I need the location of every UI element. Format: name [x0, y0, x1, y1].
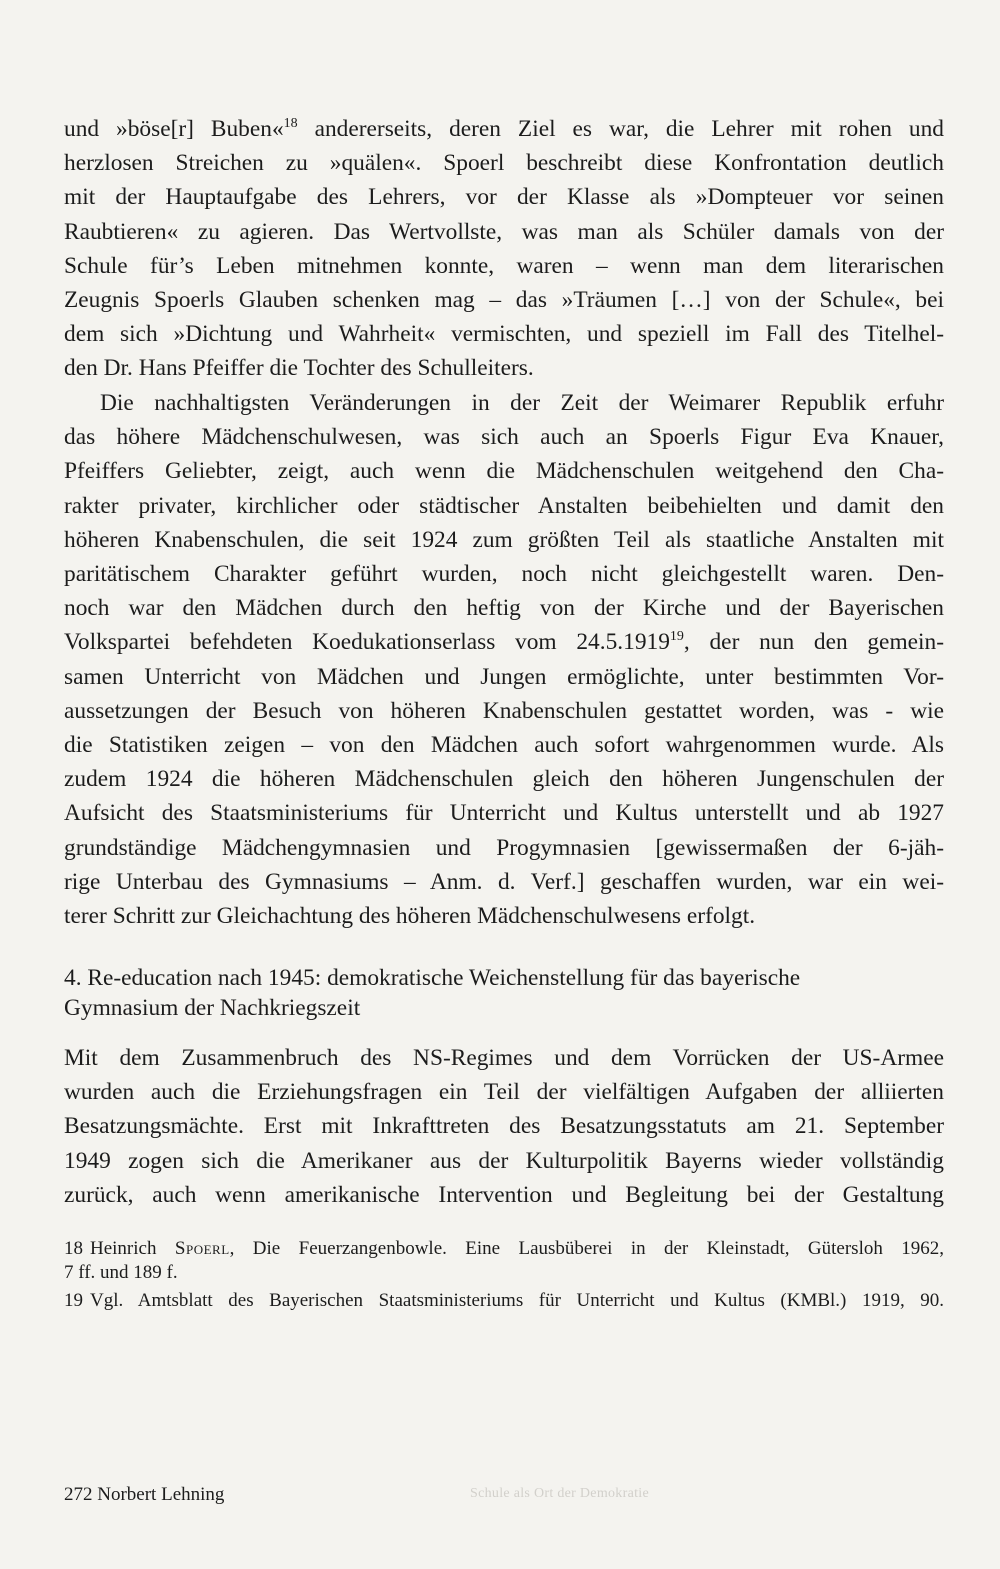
text-line: dem sich »Dichtung und Wahrheit« vermischten, und speziell im Fall des Titelhel-	[64, 321, 944, 348]
text-line: 1949 zogen sich die Amerikaner aus der Kulturpolitik Bayerns wieder vollständig	[64, 1147, 944, 1174]
paragraph-3	[64, 1041, 944, 1212]
page-footer	[64, 1483, 224, 1507]
text-line: höheren Knabenschulen, die seit 1924 zum größten Teil als staatliche Anstalten mit	[64, 526, 944, 553]
text-line: Besatzungsmächte. Erst mit Inkrafttreten des Besatzungsstatuts am 21. September	[64, 1113, 944, 1140]
paragraph-1	[64, 112, 944, 386]
footnote-number: 18	[64, 1238, 83, 1259]
text-line: samen Unterricht von Mädchen und Jungen ermöglichte, unter bestimmten Vor-	[64, 663, 944, 690]
text-line: die Statistiken zeigen – von den Mädchen auch sofort wahrgenommen wurde. Als	[64, 732, 944, 759]
text-line: das höhere Mädchenschulwesen, was sich auch an Spoerls Figur Eva Knauer,	[64, 424, 944, 451]
heading-line: 4. Re-education nach 1945: demokratische Weichenstellung für das bayerische	[64, 965, 801, 991]
footnotes	[64, 1237, 944, 1313]
text-line: aussetzungen der Besuch von höheren Knabenschulen gestattet worden, was - wie	[64, 697, 944, 724]
text-line: zudem 1924 die höheren Mädchenschulen gleich den höheren Jungenschulen der	[64, 766, 944, 793]
text-line: rakter privater, kirchlicher oder städtischer Anstalten beibehielten und damit den	[64, 492, 944, 519]
text-line: grundständige Mädchengymnasien und Progymnasien [gewissermaßen der 6-jäh-	[64, 834, 944, 861]
text-line: zurück, auch wenn amerikanische Intervention und Begleitung bei der Gestaltung	[64, 1181, 944, 1208]
paragraph-2	[64, 386, 944, 933]
text-line: Mit dem Zusammenbruch des NS-Regimes und dem Vorrücken der US-Armee	[64, 1045, 944, 1071]
text-line: noch war den Mädchen durch den heftig von der Kirche und der Bayerischen	[64, 595, 944, 622]
footnote-ref-18[interactable]: 18	[283, 116, 298, 132]
page-number: 272	[64, 1484, 93, 1505]
text-line: Schule für’s Leben mitnehmen konnte, waren – wenn man dem literarischen	[64, 252, 944, 279]
text-line: terer Schritt zur Gleichachtung des höheren Mädchenschulwesens erfolgt.	[64, 903, 756, 930]
text-line: mit der Hauptaufgabe des Lehrers, vor der Klasse als »Dompteuer vor seinen	[64, 184, 944, 211]
text-line: wurden auch die Erziehungsfragen ein Teil der vielfältigen Aufgaben der alliierten	[64, 1079, 944, 1106]
text-line: Volkspartei befehdeten Koedukationserlass vom 24.5.1919$^{19}$, der nun den gemein-	[64, 629, 944, 656]
text-line: herzlosen Streichen zu »quälen«. Spoerl beschreibt diese Konfrontation deutlich	[64, 150, 944, 177]
bleed-through-text: Schule als Ort der Demokratie	[470, 1486, 649, 1501]
text-line: den Dr. Hans Pfeiffer die Tochter des Schulleiters.	[64, 355, 534, 382]
running-author: Norbert Lehning	[97, 1484, 225, 1505]
text-line: Raubtieren« zu agieren. Das Wertvollste, was man als Schüler damals von der	[64, 218, 944, 245]
footnote-line: 19 Vgl. Amtsblatt des Bayerischen Staatsministeriums für Unterricht und Kultus (KMBl.) 1919, 90.	[64, 1290, 944, 1311]
footnote-18	[64, 1237, 944, 1285]
section-heading	[64, 963, 944, 1023]
text-line: und »böse[r] Buben«$^{18}$ andererseits, deren Ziel es war, die Lehrer mit rohen und	[64, 116, 945, 142]
heading-line: Gymnasium der Nachkriegszeit	[64, 995, 361, 1021]
author-name: Spoerl	[174, 1238, 230, 1259]
footnote-line: 7 ff. und 189 f.	[64, 1262, 178, 1283]
footnote-19	[64, 1289, 944, 1313]
text-line: paritätischem Charakter geführt wurden, noch nicht gleichgestellt waren. Den-	[64, 561, 944, 588]
text-line: Pfeiffers Geliebter, zeigt, auch wenn die Mädchenschulen weitgehend den Cha-	[64, 458, 944, 485]
footnote-number: 19	[64, 1290, 83, 1311]
footnote-ref-19[interactable]: 19	[669, 629, 684, 645]
text-line: Zeugnis Spoerls Glauben schenken mag – das »Träumen […] von der Schule«, bei	[64, 287, 944, 314]
footnote-line: 18 Heinrich Spoerl, Die Feuerzangenbowle. Eine Lausbüberei in der Kleinstadt, Gütersloh 1962,	[64, 1238, 945, 1259]
text-line: Aufsicht des Staatsministeriums für Unterricht und Kultus unterstellt und ab 1927	[64, 800, 944, 827]
text-line: Die nachhaltigsten Veränderungen in der Zeit der Weimarer Republik erfuhr	[100, 390, 944, 416]
text-line: rige Unterbau des Gymnasiums – Anm. d. Verf.] geschaffen wurden, war ein wei-	[64, 868, 944, 895]
